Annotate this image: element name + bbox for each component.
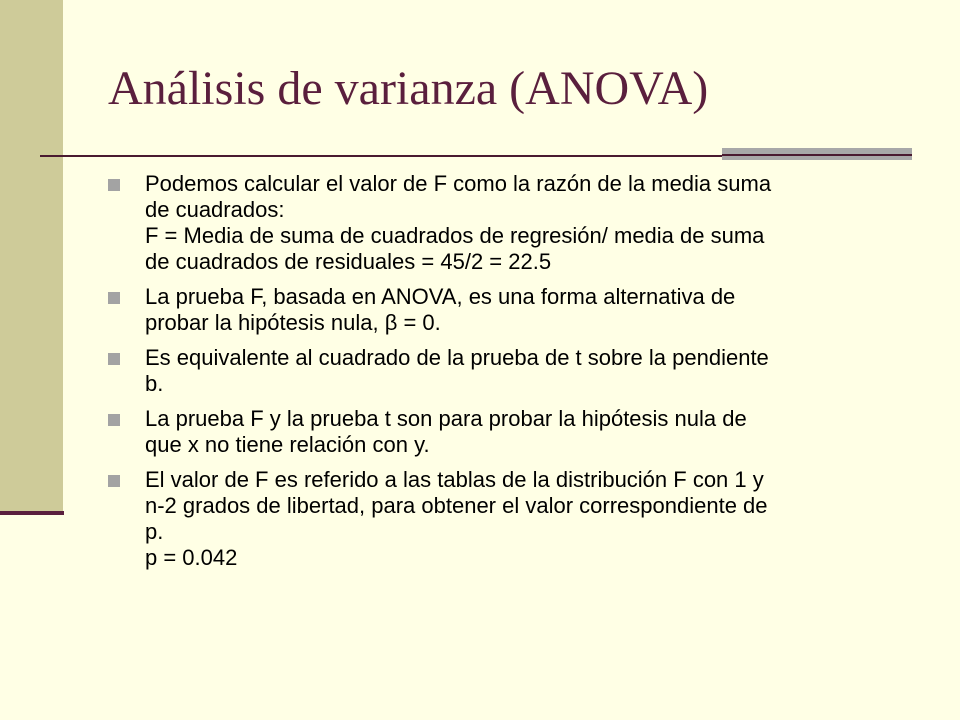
square-bullet-icon (108, 414, 120, 426)
square-bullet-icon (108, 475, 120, 487)
bullet-item-f-distribution (108, 467, 908, 571)
bullet-line: de cuadrados: (145, 197, 285, 222)
title-rule-accent-line (722, 154, 912, 156)
bullet-item-f-ratio (108, 171, 908, 275)
bullet-line: Podemos calcular el valor de F como la razón de la media suma (145, 171, 772, 196)
bullet-line: n-2 grados de libertad, para obtener el valor correspondiente de (145, 493, 768, 518)
slide-title: Análisis de varianza (ANOVA) (108, 62, 709, 115)
bullet-line: Es equivalente al cuadrado de la prueba de t sobre la pendiente (145, 345, 769, 370)
square-bullet-icon (108, 179, 120, 191)
bullet-list (108, 171, 908, 579)
side-decorative-band (0, 0, 63, 513)
bullet-line: de cuadrados de residuales = 45/2 = 22.5 (145, 249, 552, 274)
bullet-item-null-hypothesis (108, 406, 908, 458)
square-bullet-icon (108, 292, 120, 304)
bullet-line: p = 0.042 (145, 545, 238, 570)
bullet-item-t-test-equivalence (108, 345, 908, 397)
side-band-underline (0, 511, 64, 515)
bullet-line: F = Media de suma de cuadrados de regresión/ media de suma (145, 223, 765, 248)
bullet-line: b. (145, 371, 164, 396)
bullet-line: probar la hipótesis nula, β = 0. (145, 310, 441, 335)
bullet-line: La prueba F y la prueba t son para probar la hipótesis nula de (145, 406, 747, 431)
bullet-line: p. (145, 519, 164, 544)
bullet-line: El valor de F es referido a las tablas de la distribución F con 1 y (145, 467, 764, 492)
bullet-item-f-test-anova (108, 284, 908, 336)
bullet-line: La prueba F, basada en ANOVA, es una forma alternativa de (145, 284, 736, 309)
square-bullet-icon (108, 353, 120, 365)
bullet-line: que x no tiene relación con y. (145, 432, 430, 457)
